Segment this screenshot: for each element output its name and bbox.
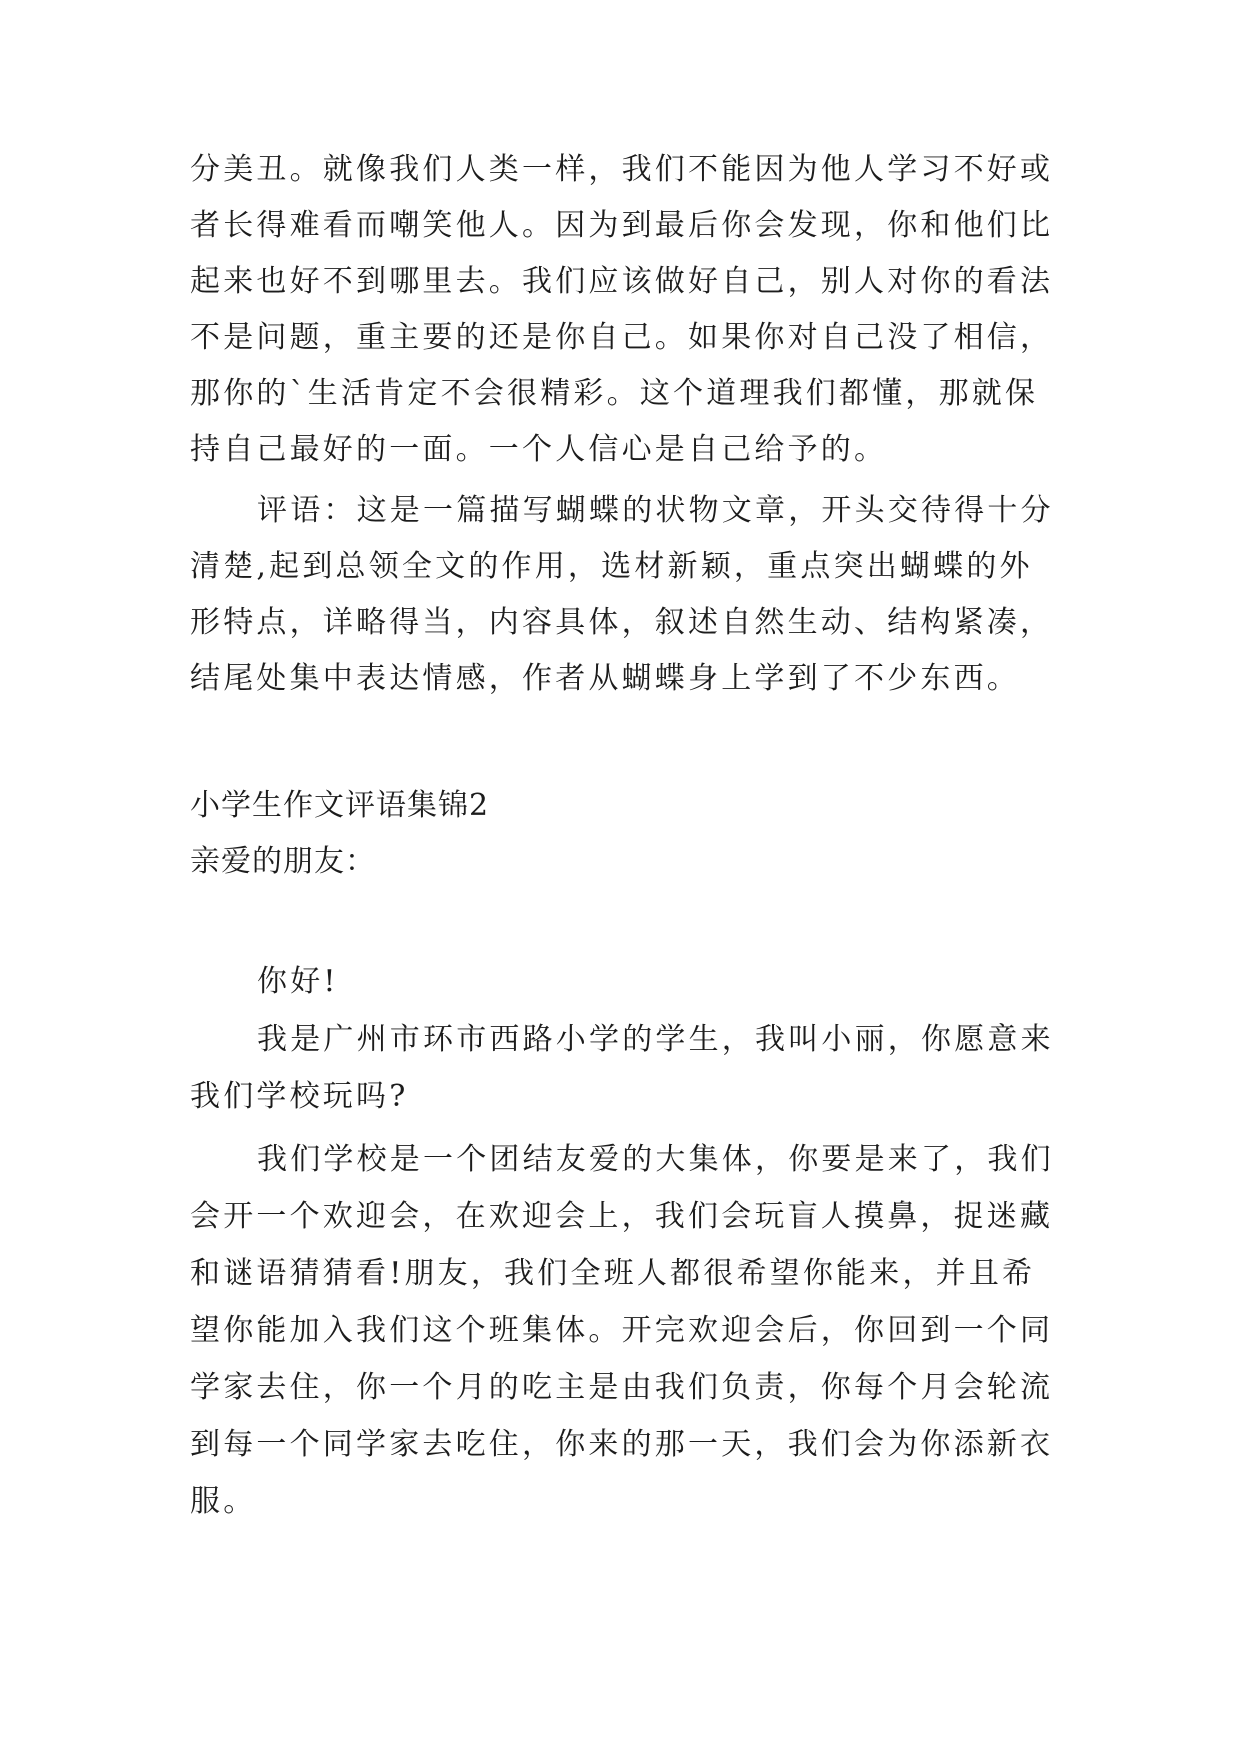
paragraph-1-line: 不是问题，重主要的还是你自己。如果你对自己没了相信， (190, 320, 1054, 355)
paragraph-3-line: 我们学校是一个团结友爱的大集体，你要是来了，我们 (257, 1142, 1054, 1177)
comment-line: 形特点，详略得当，内容具体，叙述自然生动、结构紧凑， (190, 605, 1054, 640)
paragraph-3-line: 会开一个欢迎会，在欢迎会上，我们会玩盲人摸鼻，捉迷藏 (190, 1199, 1054, 1234)
paragraph-1-line: 分美丑。就像我们人类一样，我们不能因为他人学习不好或 (190, 152, 1054, 187)
comment-line: 结尾处集中表达情感，作者从蝴蝶身上学到了不少东西。 (190, 661, 1020, 696)
greeting: 你好! (257, 964, 339, 999)
paragraph-2-line: 我们学校玩吗? (190, 1079, 409, 1114)
paragraph-1-line: 者长得难看而嘲笑他人。因为到最后你会发现，你和他们比 (190, 208, 1054, 243)
comment-line: 清楚,起到总领全文的作用，选材新颖，重点突出蝴蝶的外 (190, 549, 1033, 584)
comment-line: 评语：这是一篇描写蝴蝶的状物文章，开头交待得十分 (257, 493, 1054, 528)
section-title: 小学生作文评语集锦2 (190, 788, 490, 823)
paragraph-3-line: 学家去住，你一个月的吃主是由我们负责，你每个月会轮流 (190, 1370, 1054, 1405)
paragraph-3-line: 和谜语猜猜看!朋友，我们全班人都很希望你能来，并且希 (190, 1256, 1036, 1291)
paragraph-1-line: 那你的`生活肯定不会很精彩。这个道理我们都懂，那就保 (190, 376, 1039, 411)
paragraph-2-line: 我是广州市环市西路小学的学生，我叫小丽，你愿意来 (257, 1022, 1054, 1057)
paragraph-3-line: 到每一个同学家去吃住，你来的那一天，我们会为你添新衣 (190, 1427, 1054, 1462)
salutation: 亲爱的朋友： (190, 844, 376, 879)
paragraph-1-line: 持自己最好的一面。一个人信心是自己给予的。 (190, 432, 888, 467)
paragraph-3-line: 望你能加入我们这个班集体。开完欢迎会后，你回到一个同 (190, 1313, 1054, 1348)
paragraph-1-line: 起来也好不到哪里去。我们应该做好自己，别人对你的看法 (190, 264, 1054, 299)
paragraph-3-line: 服。 (190, 1484, 257, 1519)
